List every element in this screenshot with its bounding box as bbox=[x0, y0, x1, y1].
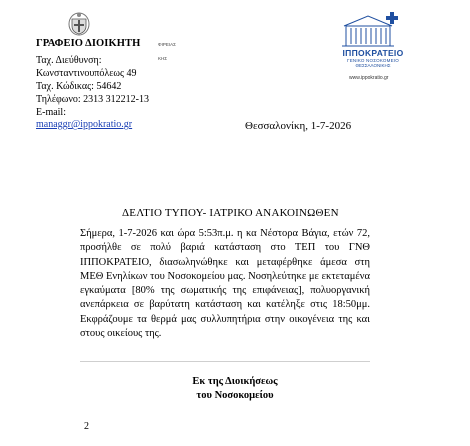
brand-city: ΘΕΣΣΑΛΟΝΙΚΗΣ bbox=[355, 63, 391, 68]
side-note: ΦΙΡΕΙΑΣ bbox=[158, 42, 176, 47]
brand-subtitle: ΓΕΝΙΚΟ ΝΟΣΟΚΟΜΕΙΟ bbox=[347, 58, 399, 63]
website-text: www.ippokratio.gr bbox=[349, 75, 389, 81]
greek-emblem-icon bbox=[68, 10, 90, 36]
office-title: ΓΡΑΦΕΙΟ ΔΙΟΙΚΗΤΗ bbox=[36, 38, 141, 49]
side-note: ΚΗΣ bbox=[158, 56, 168, 61]
document-heading: ΔΕΛΤΙΟ ΤΥΠΟΥ- ΙΑΤΡΙΚΟ ΑΝΑΚΟΙΝΩΘΕΝ bbox=[122, 207, 339, 219]
date-line: Θεσσαλονίκη, 1-7-2026 bbox=[245, 120, 352, 132]
address-line: Ταχ. Κώδικας: 54642 bbox=[36, 81, 122, 92]
address-line: Κωνσταντινουπόλεως 49 bbox=[36, 68, 137, 79]
signature-line-2: του Νοσοκομείου bbox=[196, 390, 274, 401]
address-line: E-mail: bbox=[36, 107, 66, 118]
signature-line-1: Εκ της Διοικήσεως bbox=[192, 376, 278, 387]
press-release-body: Σήμερα, 1-7-2026 και ώρα 5:53π.μ. η κα Νέστορα Βάγια, ετών 72, προσήλθε σε πολύ βαριά κατάσταση στο ΤΕΠ του ΓΝΘ ΙΠΠΟΚΡΑΤΕΙΟ, διασωληνώθηκε και μεταφέρθηκε άμεσα στη ΜΕΘ Ενηλίκων του Νοσοκομείου μας. Νοσηλεύτηκε με εκτεταμένα εγκαύματα [80% της σωματικής της επιφάνειας], πολυοργανική ανεπάρκεια σε βαρύτατη κατάσταση και κατέληξε στις 18:50μμ. Εκφράζουμε τα θερμά μας συλλυπητήρια στην οικογένεια της και στους οικείους της. bbox=[80, 228, 370, 340]
brand-name: ΙΠΠΟΚΡΑΤΕΙΟ bbox=[342, 48, 404, 58]
address-line: Ταχ. Διεύθυνση: bbox=[36, 55, 102, 66]
page-number: 2 bbox=[84, 421, 89, 432]
hospital-logo-icon bbox=[340, 10, 400, 48]
address-line: Τηλέφωνο: 2313 312212-13 bbox=[36, 94, 149, 105]
divider bbox=[80, 361, 370, 362]
email-link[interactable]: managgr@ippokratio.gr bbox=[36, 119, 133, 130]
